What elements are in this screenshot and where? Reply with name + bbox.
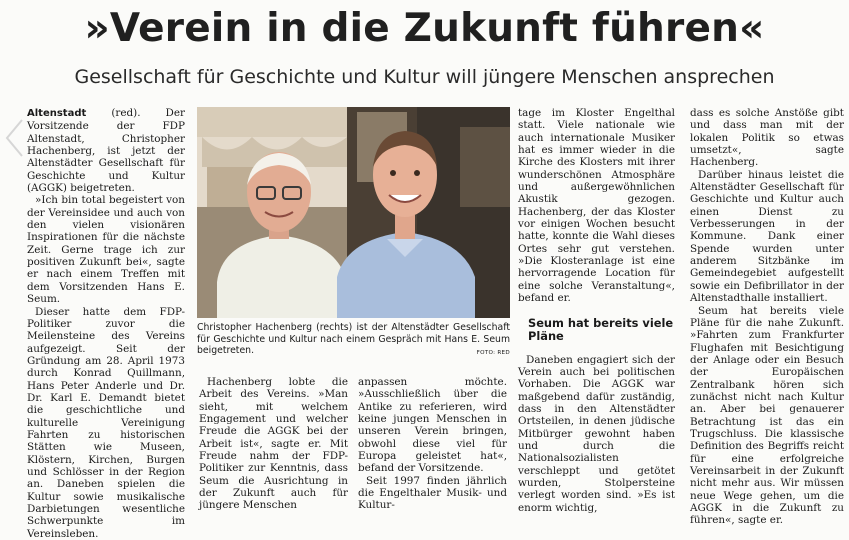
paragraph: Hachenberg lobte die Arbeit des Vereins. »Man sieht, mit welchem Engagement und welcher Freude die AGGK bei der Arbeit ist«, sagte er. Mit Freude nahm der FDP-Politiker zur Kenntnis, dass Seum die Ausrichtung in der Zukunft auch für jüngere Menschen — [199, 376, 348, 512]
paragraph: dass es solche Anstöße gibt und dass man mit der lokalen Politik so etwas umsetzt«, sagte Hachenberg. — [690, 107, 844, 169]
paragraph: Seit 1997 finden jährlich die Engelthaler Musik- und Kultur- — [358, 475, 507, 512]
photo-illustration — [197, 107, 510, 318]
article-photo — [197, 107, 510, 318]
photo-credit: FOTO: RED — [477, 348, 510, 360]
paragraph: tage im Kloster Engelthal statt. Viele nationale wie auch internationale Musiker hat es immer wieder in die Kirche des Klosters mit ihrer wunderschönen Atmosphäre und außergewöhnlichen Akustik gezogen. Hachenberg, der das Kloster vor einigen Wochen besucht hatte, konnte die Wahl dieses Ortes sehr gut verstehen. »Die Klosteranlage ist eine hervorragende Location für eine solche Veranstaltung«, befand er. — [518, 107, 675, 305]
paragraph: Darüber hinaus leistet die Altenstädter Gesellschaft für Geschichte und Kultur auch einen Dienst zu Verbesserungen in der Kommune. Dank einer Spende wurden unter anderem Sitzbänke im Gemeindegebiet aufgestellt sowie ein Defibrillator in der Altenstadthalle installiert. — [690, 169, 844, 305]
text-column-5 — [690, 107, 844, 527]
paragraph: Altenstadt (red). Der Vorsitzende der FDP Altenstadt, Christopher Hachenberg, ist jetzt der Altenstädter Gesellschaft für Geschichte und Kultur (AGGK) beigetreten. — [27, 107, 185, 194]
paragraph: Dieser hatte dem FDP-Politiker zuvor die Meilensteine des Vereins aufgezeigt. Seit der Gründung am 28. April 1973 durch Konrad Quillmann, Hans Peter Anderle und Dr. Dr. Karl E. Demandt bietet die geschichtliche und kulturelle Vereinigung Fahrten zu historischen Stätten wie Museen, Klöstern, Kirchen, Burgen und Schlösser in der Region an. Daneben spielen die Kultur sowie musikalische Darbietungen wesentliche Schwerpunkte im Vereinsleben. — [27, 306, 185, 540]
intertitle: Seum hat bereits viele Pläne — [518, 317, 675, 344]
page-turn-arrow-icon[interactable] — [4, 118, 26, 158]
headline: »Verein in die Zukunft führen« — [0, 6, 849, 51]
photo-caption: Christopher Hachenberg (rechts) ist der Altenstädter Gesellschaft für Geschichte und Kultur nach einem Gespräch mit Hans E. Seum beigetreten. FOTO: RED — [197, 322, 510, 360]
paragraph: Daneben engagiert sich der Verein auch bei politischen Vorhaben. Die AGGK war maßgebend dafür zuständig, dass in den Altenstädter Ortsteilen, in denen jüdische Mitbürger gewohnt haben und durch die Nationalsozialisten verschleppt und getötet wurden, Stolpersteine verlegt worden sind. »Es ist enorm wichtig, — [518, 354, 675, 514]
paragraph: anpassen möchte. »Ausschließlich über die Antike zu referieren, wird keine jungen Menschen in unseren Verein bringen, obwohl diese viel für Europa geleistet hat«, befand der Vorsitzende. — [358, 376, 507, 475]
text-column-3 — [358, 376, 507, 512]
subheadline: Gesellschaft für Geschichte und Kultur will jüngere Menschen ansprechen — [0, 66, 849, 88]
text-column-2 — [199, 376, 348, 512]
paragraph: Seum hat bereits viele Pläne für die nahe Zukunft. »Fahrten zum Frankfurter Flughafen mit Besichtigung der Anlage oder ein Besuch der Europäischen Zentralbank hören sich zunächst nicht nach Kultur an. Aber bei genauerer Betrachtung ist das ein Trugschluss. Die klassische Definition des Begriffs reicht für eine erfolgreiche Vereinsarbeit in der Zukunft nicht mehr aus. Wir müssen neue Wege gehen, um die AGGK in die Zukunft zu führen«, sagte er. — [690, 305, 844, 527]
paragraph: »Ich bin total begeistert von der Vereinsidee und auch von den vielen visionären Inspirationen für die nächste Zeit. Gerne trage ich zur positiven Zukunft bei«, sagte er nach einem Treffen mit dem Vorsitzenden Hans E. Seum. — [27, 194, 185, 305]
text-column-1 — [27, 107, 185, 540]
text-column-4 — [518, 107, 675, 514]
dateline: Altenstadt — [27, 108, 86, 119]
